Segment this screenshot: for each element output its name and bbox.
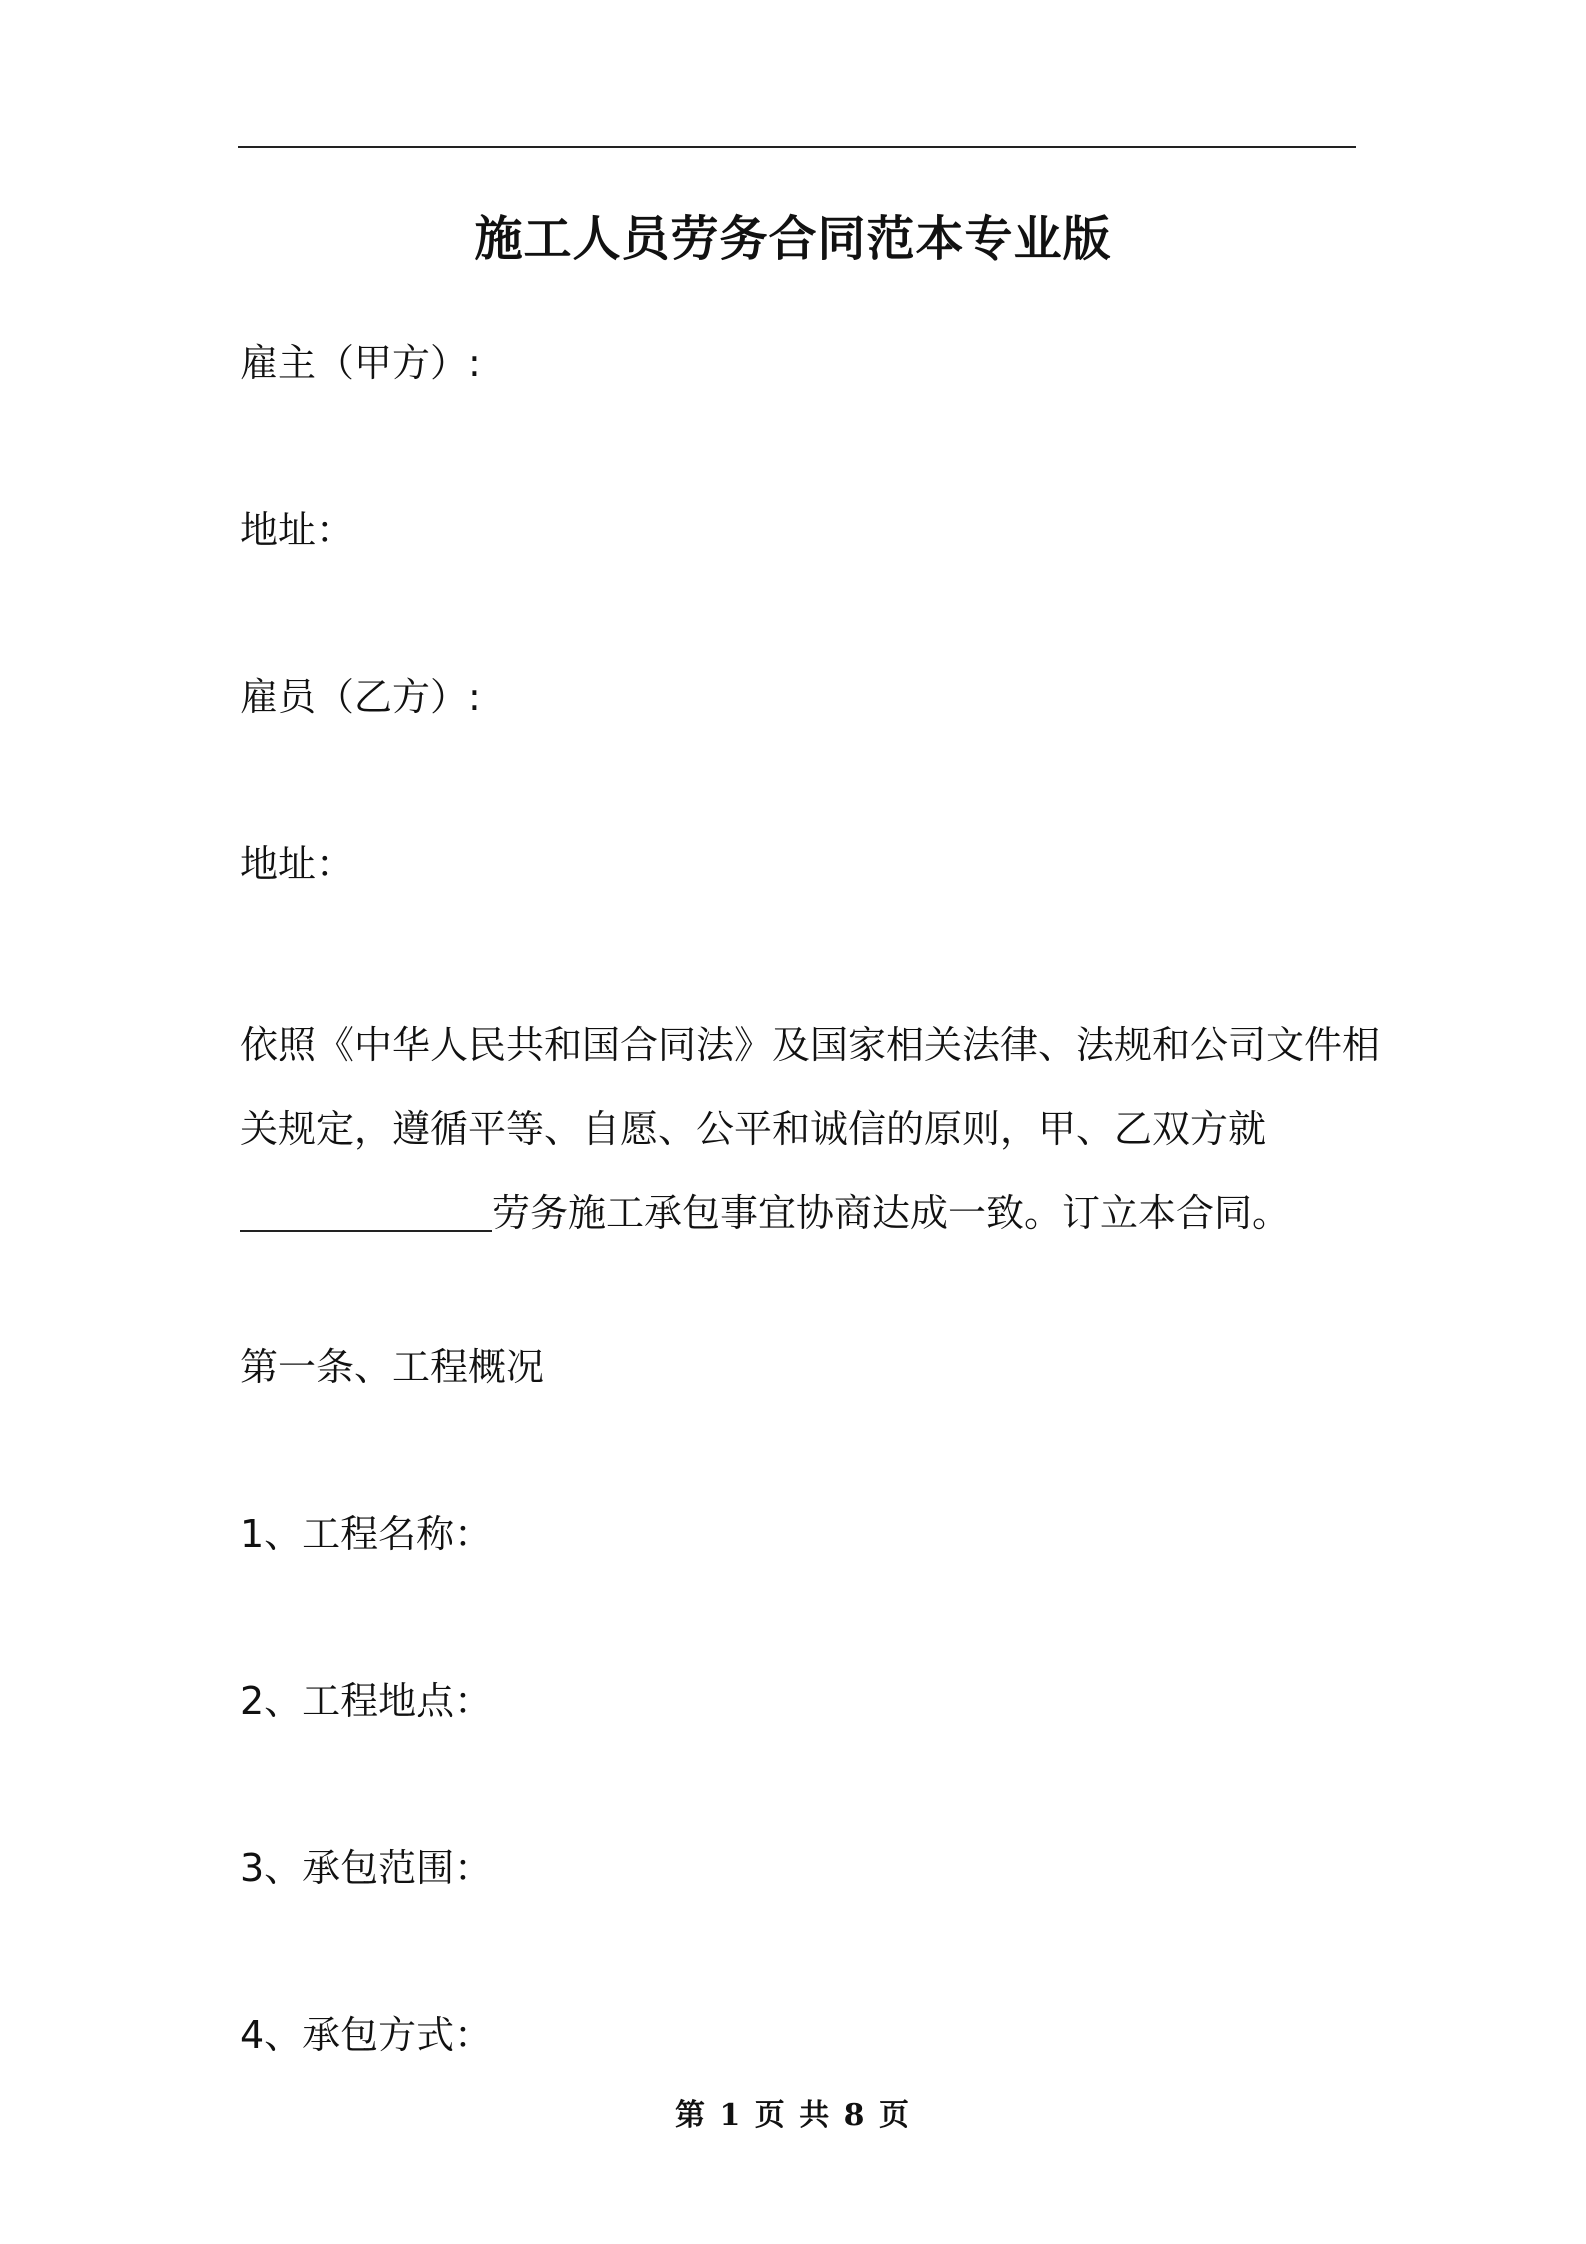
preamble-line-1: 依照《中华人民共和国合同法》及国家相关法律、法规和公司文件相	[240, 1023, 1381, 1067]
article-1-heading: 第一条、工程概况	[240, 1345, 545, 1389]
article-1-item-3: 3、承包范围：	[240, 1846, 493, 1890]
document-title: 施工人员劳务合同范本专业版	[474, 211, 1112, 267]
project-name-blank	[240, 1190, 492, 1232]
preamble-line-3-text: 劳务施工承包事宜协商达成一致。订立本合同。	[492, 1191, 1291, 1235]
article-1-item-4: 4、承包方式：	[240, 2013, 493, 2057]
employee-label: 雇员（乙方）:	[240, 675, 481, 719]
page-number: 第 1 页 共 8 页	[675, 2098, 911, 2133]
header-rule	[238, 146, 1356, 148]
article-1-item-2: 2、工程地点：	[240, 1679, 493, 1723]
article-1-item-1: 1、工程名称：	[240, 1512, 493, 1556]
employer-label: 雇主（甲方）:	[240, 341, 481, 385]
preamble-line-2: 关规定，遵循平等、自愿、公平和诚信的原则，甲、乙双方就	[240, 1107, 1267, 1151]
employer-address-label: 地址：	[240, 508, 355, 552]
preamble-line-3	[240, 1171, 1360, 1255]
preamble-paragraph	[240, 1003, 1381, 1255]
employee-address-label: 地址：	[240, 842, 355, 886]
